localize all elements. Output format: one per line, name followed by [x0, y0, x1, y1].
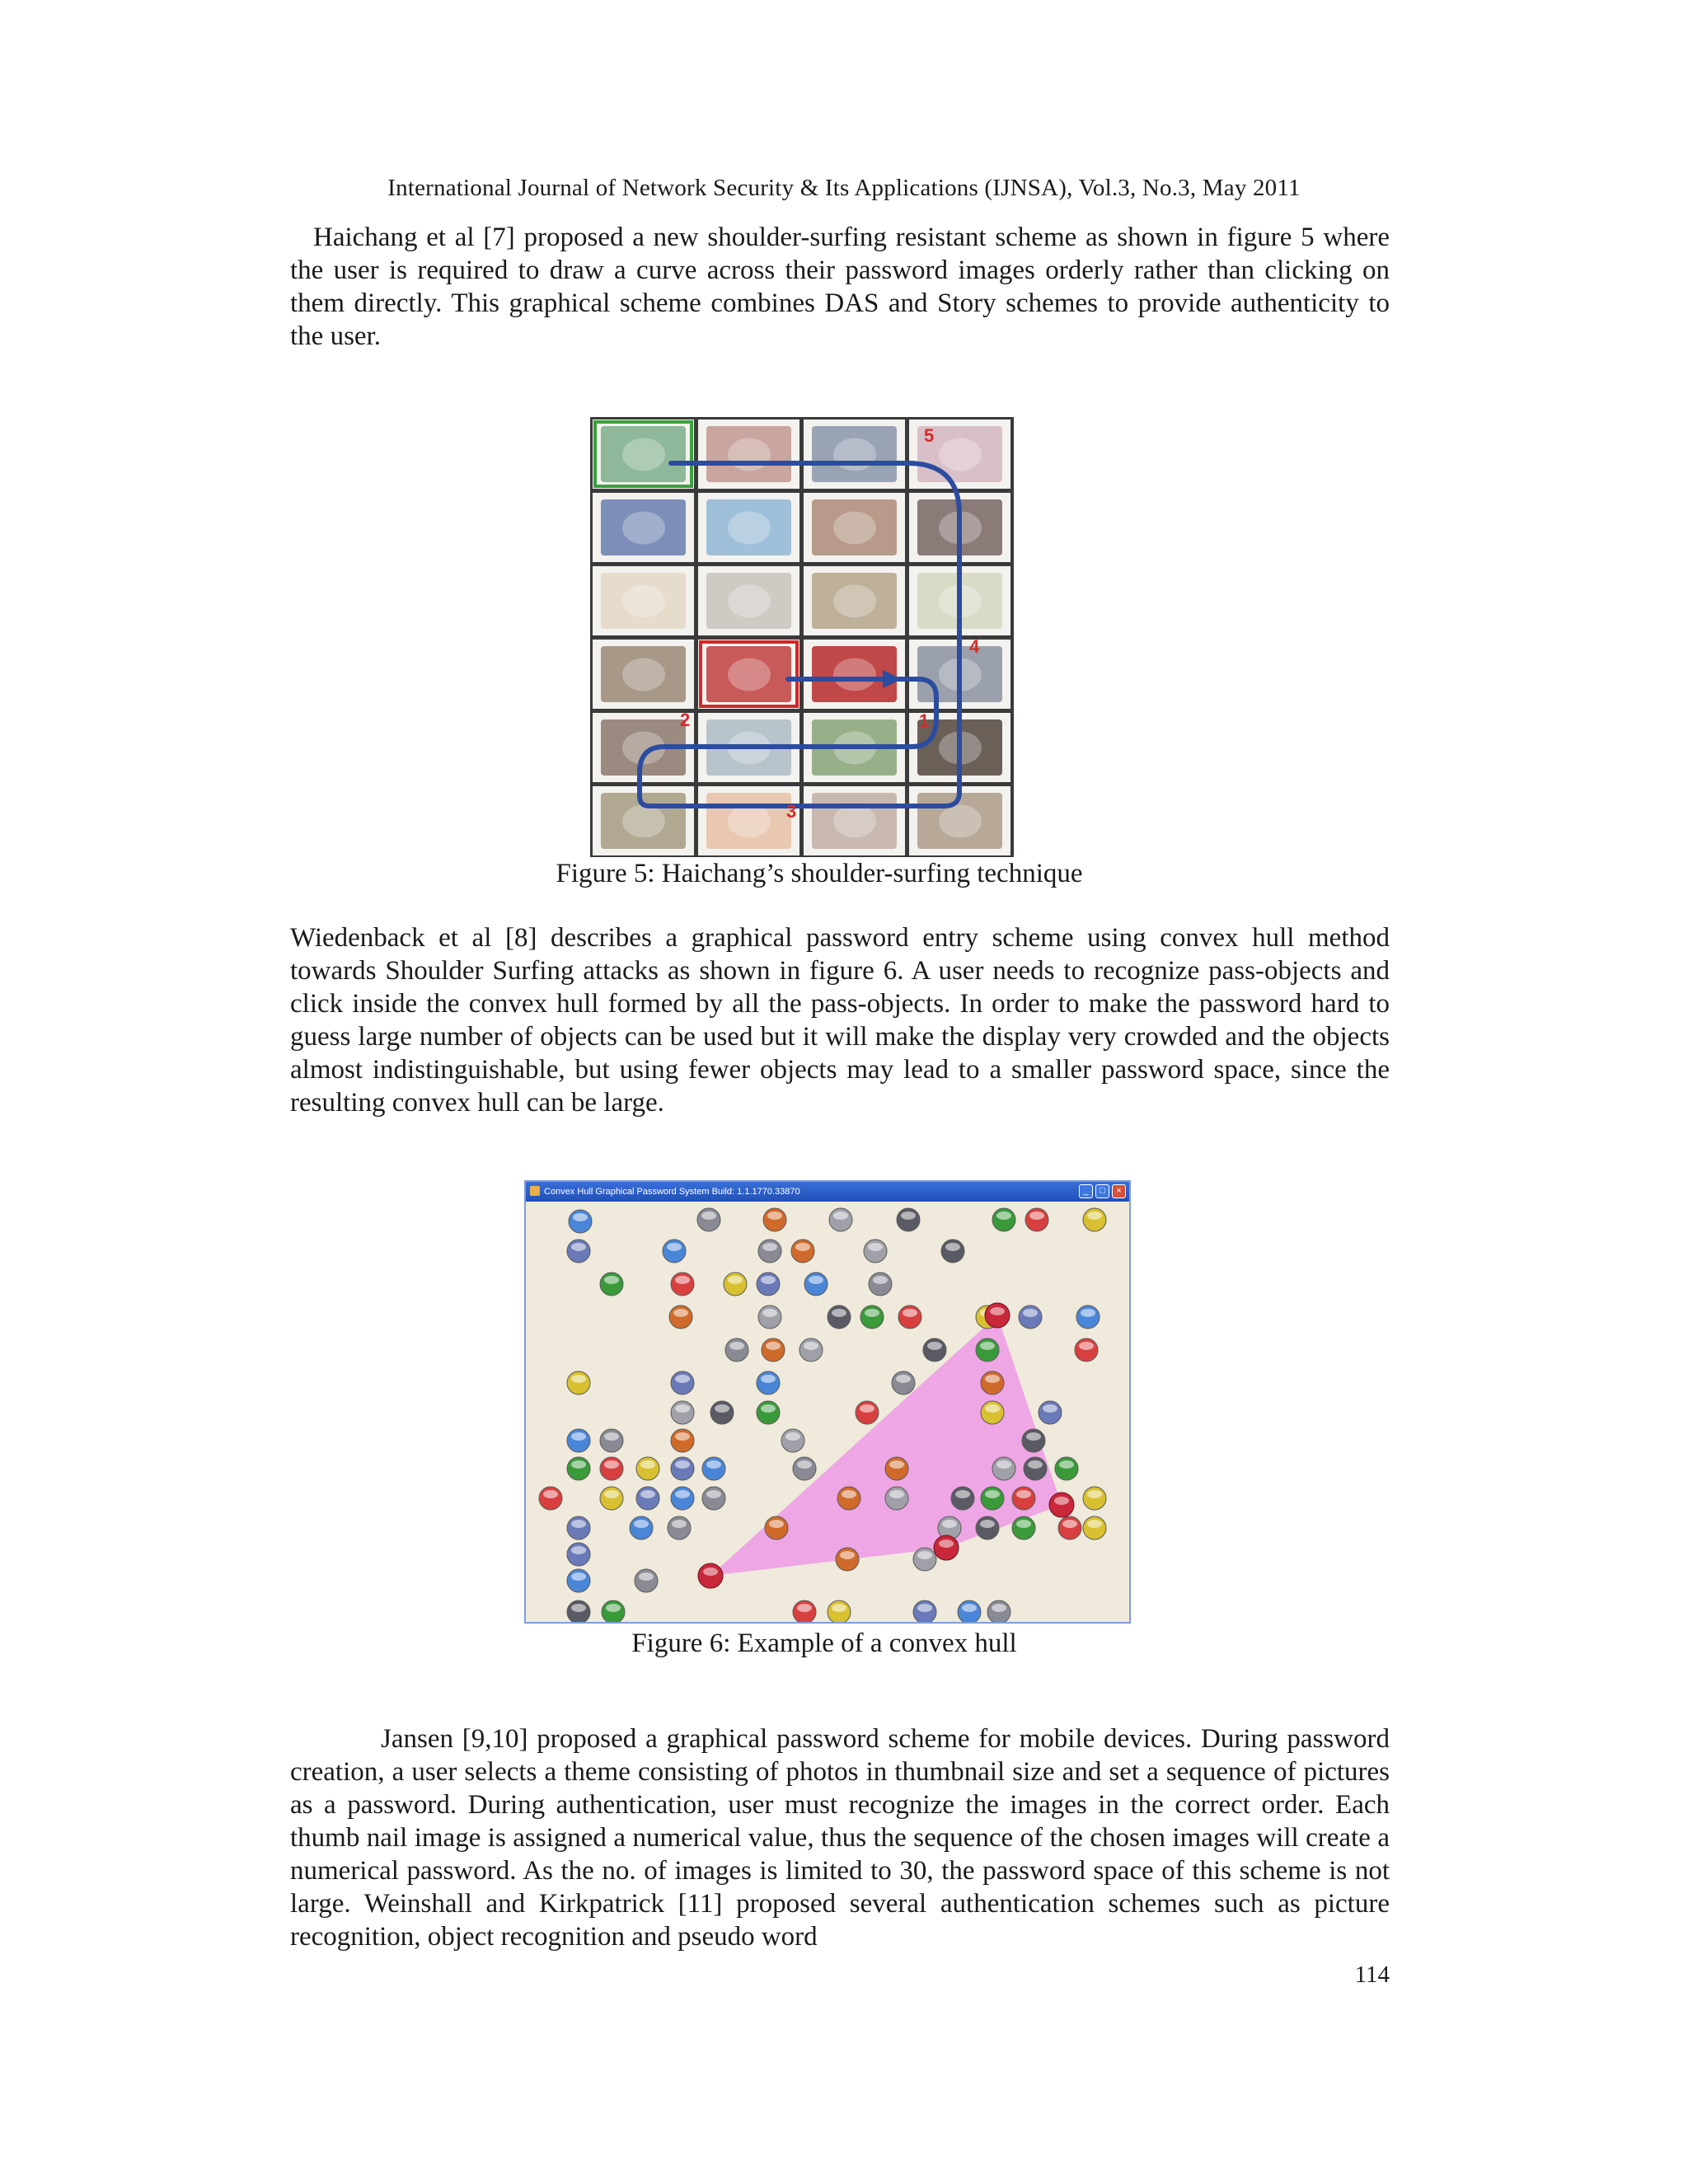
glossy-icon — [567, 1543, 590, 1566]
glossy-icon — [671, 1272, 694, 1296]
step-label: 1 — [919, 710, 930, 731]
grid-cell — [593, 640, 694, 709]
pass-object-icon — [698, 1563, 723, 1588]
glossy-icon — [958, 1601, 981, 1622]
glossy-icon — [898, 1305, 921, 1329]
pass-object-gloss — [939, 1540, 954, 1548]
glossy-icon — [828, 1305, 851, 1329]
icon-gloss — [675, 1490, 690, 1498]
icon-gloss — [675, 1276, 690, 1284]
glossy-icon — [1055, 1457, 1078, 1480]
icon-gloss — [1028, 1460, 1043, 1469]
paragraph-haichang: Haichang et al [7] proposed a new shoulder-surfing resistant scheme as shown in figure 5 where the user is required to draw a curve across their password images orderly rather than clicking on them directly. This graphical scheme combines DAS and Story schemes to provide authenticity to the user. — [290, 223, 1390, 351]
glossy-icon — [828, 1601, 851, 1622]
figure-6-window — [524, 1180, 1131, 1624]
icon-gloss — [706, 1490, 721, 1498]
glossy-icon — [885, 1457, 908, 1480]
icon-gloss — [1087, 1490, 1102, 1498]
glossy-icon — [781, 1429, 804, 1452]
icon-gloss — [860, 1404, 874, 1413]
glossy-icon — [804, 1272, 828, 1296]
figure-6-caption: Figure 6: Example of a convex hull — [631, 1629, 1017, 1658]
icon-gloss — [761, 1404, 776, 1413]
glossy-icon — [1022, 1429, 1045, 1452]
icon-gloss — [917, 1604, 932, 1612]
icon-gloss — [917, 1551, 932, 1559]
icon-gloss — [571, 1520, 586, 1528]
icon-gloss — [833, 1212, 848, 1220]
close-icon: × — [1112, 1184, 1126, 1198]
icon-gloss — [804, 1342, 818, 1350]
picture-highlight — [622, 805, 665, 838]
glossy-icon — [951, 1487, 974, 1510]
glossy-icon — [602, 1601, 625, 1622]
glossy-icon — [757, 1272, 780, 1296]
glossy-icon — [539, 1487, 562, 1510]
glossy-icon — [567, 1601, 590, 1622]
icon-gloss — [571, 1604, 586, 1612]
glossy-icon — [630, 1516, 653, 1540]
glossy-icon — [860, 1305, 884, 1329]
picture-highlight — [728, 438, 771, 471]
grid-cell — [593, 566, 694, 635]
icon-gloss — [706, 1460, 721, 1469]
icon-gloss — [767, 1212, 782, 1220]
icon-gloss — [840, 1551, 855, 1559]
glossy-icon — [799, 1338, 823, 1361]
glossy-icon — [885, 1487, 908, 1510]
icon-gloss — [996, 1212, 1011, 1220]
pass-object-gloss — [990, 1307, 1005, 1315]
icon-gloss — [903, 1309, 917, 1317]
paragraph-jansen: Jansen [9,10] proposed a graphical password scheme for mobile devices. During password creation, a user selects a theme consisting of photos in thumbnail size and set a sequence of pictures as a password. During authentication, user must recognize the images in the correct order. Each thumb nail image is assigned a numerical value, thus the sequence of the chosen images will create a numerical password. As the no. of images is limited to 30, the password space of this scheme is not large. Weinshall and Kirkpatrick [11] proposed several authentication schemes such as picture recognition, object recognition and pseudo word — [290, 1724, 1390, 1952]
grid-cell — [804, 566, 905, 635]
icon-gloss — [604, 1460, 619, 1469]
icon-gloss — [761, 1375, 776, 1383]
icon-gloss — [573, 1213, 588, 1221]
glossy-icon — [567, 1569, 590, 1592]
maximize-icon: □ — [1095, 1184, 1109, 1198]
icon-gloss — [571, 1572, 586, 1581]
glossy-icon — [856, 1401, 879, 1424]
glossy-icon — [836, 1548, 859, 1571]
icon-gloss — [675, 1460, 690, 1469]
glossy-icon — [892, 1371, 915, 1394]
icon-gloss — [1079, 1342, 1094, 1350]
grid-cell — [698, 786, 799, 855]
figure-5-image — [590, 417, 1014, 857]
step-label: 2 — [680, 710, 691, 730]
glossy-icon — [1076, 1305, 1100, 1329]
icon-gloss — [675, 1404, 690, 1413]
glossy-icon — [636, 1487, 659, 1510]
pass-object-icon — [1049, 1493, 1074, 1517]
icon-gloss — [715, 1404, 729, 1413]
icon-gloss — [606, 1604, 621, 1612]
glossy-icon — [837, 1487, 860, 1510]
glossy-icon — [981, 1401, 1004, 1424]
icon-gloss — [672, 1520, 687, 1528]
minimize-icon: _ — [1079, 1184, 1093, 1198]
icon-gloss — [571, 1432, 586, 1441]
figure-6-window-title: Convex Hull Graphical Password System Build: 1.1.1770.33870 — [544, 1187, 800, 1197]
icon-gloss — [985, 1375, 1000, 1383]
icon-gloss — [1043, 1404, 1057, 1413]
icon-gloss — [762, 1309, 777, 1317]
icon-gloss — [842, 1490, 856, 1498]
icon-gloss — [985, 1490, 1000, 1498]
icon-gloss — [634, 1520, 649, 1528]
glossy-icon — [869, 1272, 892, 1296]
picture-highlight — [728, 658, 771, 691]
grid-cell — [698, 640, 799, 709]
glossy-icon — [1019, 1305, 1042, 1329]
glossy-icon — [1075, 1338, 1098, 1361]
glossy-icon — [976, 1338, 999, 1361]
glossy-icon — [1039, 1401, 1062, 1424]
glossy-icon — [569, 1210, 592, 1233]
icon-gloss — [832, 1309, 846, 1317]
picture-highlight — [728, 512, 771, 545]
running-head: International Journal of Network Security & Its Applications (IJNSA), Vol.3, No.3, May 2011 — [387, 175, 1301, 201]
figure-6-titlebar — [526, 1182, 1129, 1202]
glossy-icon — [697, 1208, 720, 1231]
glossy-icon — [763, 1208, 786, 1231]
picture-highlight — [728, 585, 771, 618]
picture-highlight — [728, 805, 771, 838]
glossy-icon — [710, 1401, 734, 1424]
picture-highlight — [622, 585, 665, 618]
picture-highlight — [622, 438, 665, 471]
icon-gloss — [571, 1460, 586, 1469]
icon-gloss — [640, 1460, 655, 1469]
icon-gloss — [604, 1432, 619, 1441]
glossy-icon — [1058, 1516, 1081, 1540]
icon-gloss — [927, 1342, 942, 1350]
figure-5-grid — [590, 417, 1014, 857]
grid-cell — [698, 566, 799, 635]
picture-highlight — [622, 512, 665, 545]
glossy-icon — [600, 1457, 623, 1480]
icon-gloss — [865, 1309, 879, 1317]
icon-gloss — [1059, 1460, 1074, 1469]
icon-gloss — [673, 1309, 688, 1317]
picture-highlight — [833, 438, 876, 471]
icon-gloss — [604, 1276, 619, 1284]
icon-gloss — [1087, 1212, 1102, 1220]
glossy-icon — [1012, 1487, 1035, 1510]
icon-gloss — [795, 1243, 810, 1251]
icon-gloss — [955, 1490, 970, 1498]
grid-cell — [804, 493, 905, 562]
glossy-icon — [635, 1569, 658, 1592]
icon-gloss — [868, 1243, 883, 1251]
glossy-icon — [600, 1272, 623, 1296]
pass-object-gloss — [1054, 1497, 1069, 1505]
glossy-icon — [671, 1429, 694, 1452]
icon-gloss — [797, 1460, 812, 1469]
page-number: 114 — [1354, 1961, 1390, 1988]
icon-gloss — [1016, 1490, 1031, 1498]
icon-gloss — [571, 1243, 586, 1251]
glossy-icon — [992, 1208, 1015, 1231]
glossy-icon — [724, 1272, 747, 1296]
icon-gloss — [675, 1375, 690, 1383]
picture-highlight — [622, 658, 665, 691]
glossy-icon — [1083, 1208, 1106, 1231]
picture-highlight — [833, 512, 876, 545]
icon-gloss — [832, 1604, 846, 1612]
icon-gloss — [1023, 1309, 1038, 1317]
glossy-icon — [1024, 1457, 1047, 1480]
glossy-icon — [600, 1429, 623, 1452]
icon-gloss — [766, 1342, 781, 1350]
glossy-icon — [671, 1371, 694, 1394]
glossy-icon — [765, 1516, 788, 1540]
app-icon — [530, 1186, 540, 1196]
glossy-icon — [758, 1240, 781, 1263]
icon-gloss — [980, 1520, 995, 1528]
glossy-icon — [668, 1516, 691, 1540]
icon-gloss — [1081, 1309, 1095, 1317]
glossy-icon — [663, 1240, 686, 1263]
icon-gloss — [945, 1243, 960, 1251]
icon-gloss — [785, 1432, 800, 1441]
glossy-icon — [864, 1240, 887, 1263]
glossy-icon — [981, 1371, 1004, 1394]
icon-gloss — [639, 1572, 654, 1581]
icon-gloss — [1062, 1520, 1077, 1528]
glossy-icon — [791, 1240, 814, 1263]
step-label: 5 — [924, 425, 935, 446]
glossy-icon — [671, 1457, 694, 1480]
icon-gloss — [675, 1432, 690, 1441]
glossy-icon — [636, 1457, 659, 1480]
grid-cell — [804, 419, 905, 489]
glossy-icon — [992, 1457, 1015, 1480]
glossy-icon — [702, 1487, 725, 1510]
icon-gloss — [571, 1375, 586, 1383]
glossy-icon — [757, 1371, 780, 1394]
icon-gloss — [728, 1276, 743, 1284]
glossy-icon — [897, 1208, 920, 1231]
icon-gloss — [667, 1243, 682, 1251]
glossy-icon — [976, 1516, 999, 1540]
glossy-icon — [758, 1305, 781, 1329]
glossy-icon — [669, 1305, 692, 1329]
grid-cell — [698, 419, 799, 489]
glossy-icon — [913, 1601, 936, 1622]
glossy-icon — [1083, 1487, 1106, 1510]
icon-gloss — [889, 1490, 904, 1498]
picture-highlight — [939, 438, 982, 471]
pass-object-icon — [934, 1535, 959, 1560]
icon-gloss — [980, 1342, 995, 1350]
glossy-icon — [671, 1401, 694, 1424]
icon-gloss — [985, 1404, 1000, 1413]
glossy-icon — [1083, 1516, 1106, 1540]
glossy-icon — [702, 1457, 725, 1480]
grid-cell — [804, 786, 905, 855]
icon-gloss — [797, 1604, 812, 1612]
picture-highlight — [833, 585, 876, 618]
glossy-icon — [567, 1457, 590, 1480]
icon-gloss — [962, 1604, 977, 1612]
grid-cell — [593, 419, 694, 489]
grid-cell — [593, 786, 694, 855]
icon-gloss — [942, 1520, 957, 1528]
glossy-icon — [913, 1548, 936, 1571]
glossy-icon — [600, 1487, 623, 1510]
glossy-icon — [793, 1457, 816, 1480]
glossy-icon — [793, 1601, 816, 1622]
figure-5-caption: Figure 5: Haichang’s shoulder-surfing technique — [556, 859, 1083, 888]
glossy-icon — [1025, 1208, 1048, 1231]
glossy-icon — [1012, 1516, 1035, 1540]
icon-gloss — [896, 1375, 911, 1383]
icon-gloss — [769, 1520, 784, 1528]
glossy-icon — [567, 1516, 590, 1540]
glossy-icon — [941, 1240, 964, 1263]
icon-gloss — [701, 1212, 716, 1220]
pass-object-gloss — [703, 1568, 718, 1576]
grid-cell — [593, 493, 694, 562]
icon-gloss — [1026, 1432, 1041, 1441]
icon-gloss — [761, 1276, 776, 1284]
glossy-icon — [567, 1429, 590, 1452]
icon-gloss — [1087, 1520, 1102, 1528]
glossy-icon — [987, 1601, 1010, 1622]
icon-gloss — [873, 1276, 888, 1284]
icon-gloss — [729, 1342, 744, 1350]
step-label: 4 — [969, 636, 980, 657]
figure-6-canvas — [526, 1202, 1129, 1622]
icon-gloss — [640, 1490, 655, 1498]
picture-highlight — [939, 805, 982, 838]
paragraph-wiedenback: Wiedenback et al [8] describes a graphical password entry scheme using convex hull method towards Shoulder Surfing attacks as shown in figure 6. A user needs to recognize pass-objects and click inside the convex hull formed by all the pass-objects. In order to make the password hard to guess large number of objects can be used but it will make the display very crowded and the objects almost indistinguishable, but using fewer objects may lead to a smaller password space, since the resulting convex hull can be large. — [290, 923, 1390, 1118]
icon-gloss — [1016, 1520, 1031, 1528]
icon-gloss — [809, 1276, 823, 1284]
step-label: 3 — [786, 801, 797, 822]
glossy-icon — [981, 1487, 1004, 1510]
icon-gloss — [901, 1212, 916, 1220]
icon-gloss — [543, 1490, 558, 1498]
icon-gloss — [996, 1460, 1011, 1469]
icon-gloss — [762, 1243, 777, 1251]
icon-gloss — [1029, 1212, 1044, 1220]
picture-highlight — [833, 805, 876, 838]
grid-cell — [698, 493, 799, 562]
icon-gloss — [992, 1604, 1006, 1612]
pass-object-icon — [985, 1303, 1010, 1328]
glossy-icon — [757, 1401, 780, 1424]
icon-gloss — [889, 1460, 904, 1469]
glossy-icon — [762, 1338, 785, 1361]
icon-gloss — [571, 1546, 586, 1554]
glossy-icon — [671, 1487, 694, 1510]
icon-gloss — [604, 1490, 619, 1498]
glossy-icon — [567, 1240, 590, 1263]
picture-highlight — [833, 658, 876, 691]
glossy-icon — [923, 1338, 946, 1361]
glossy-icon — [567, 1371, 590, 1394]
glossy-icon — [725, 1338, 748, 1361]
glossy-icon — [829, 1208, 852, 1231]
